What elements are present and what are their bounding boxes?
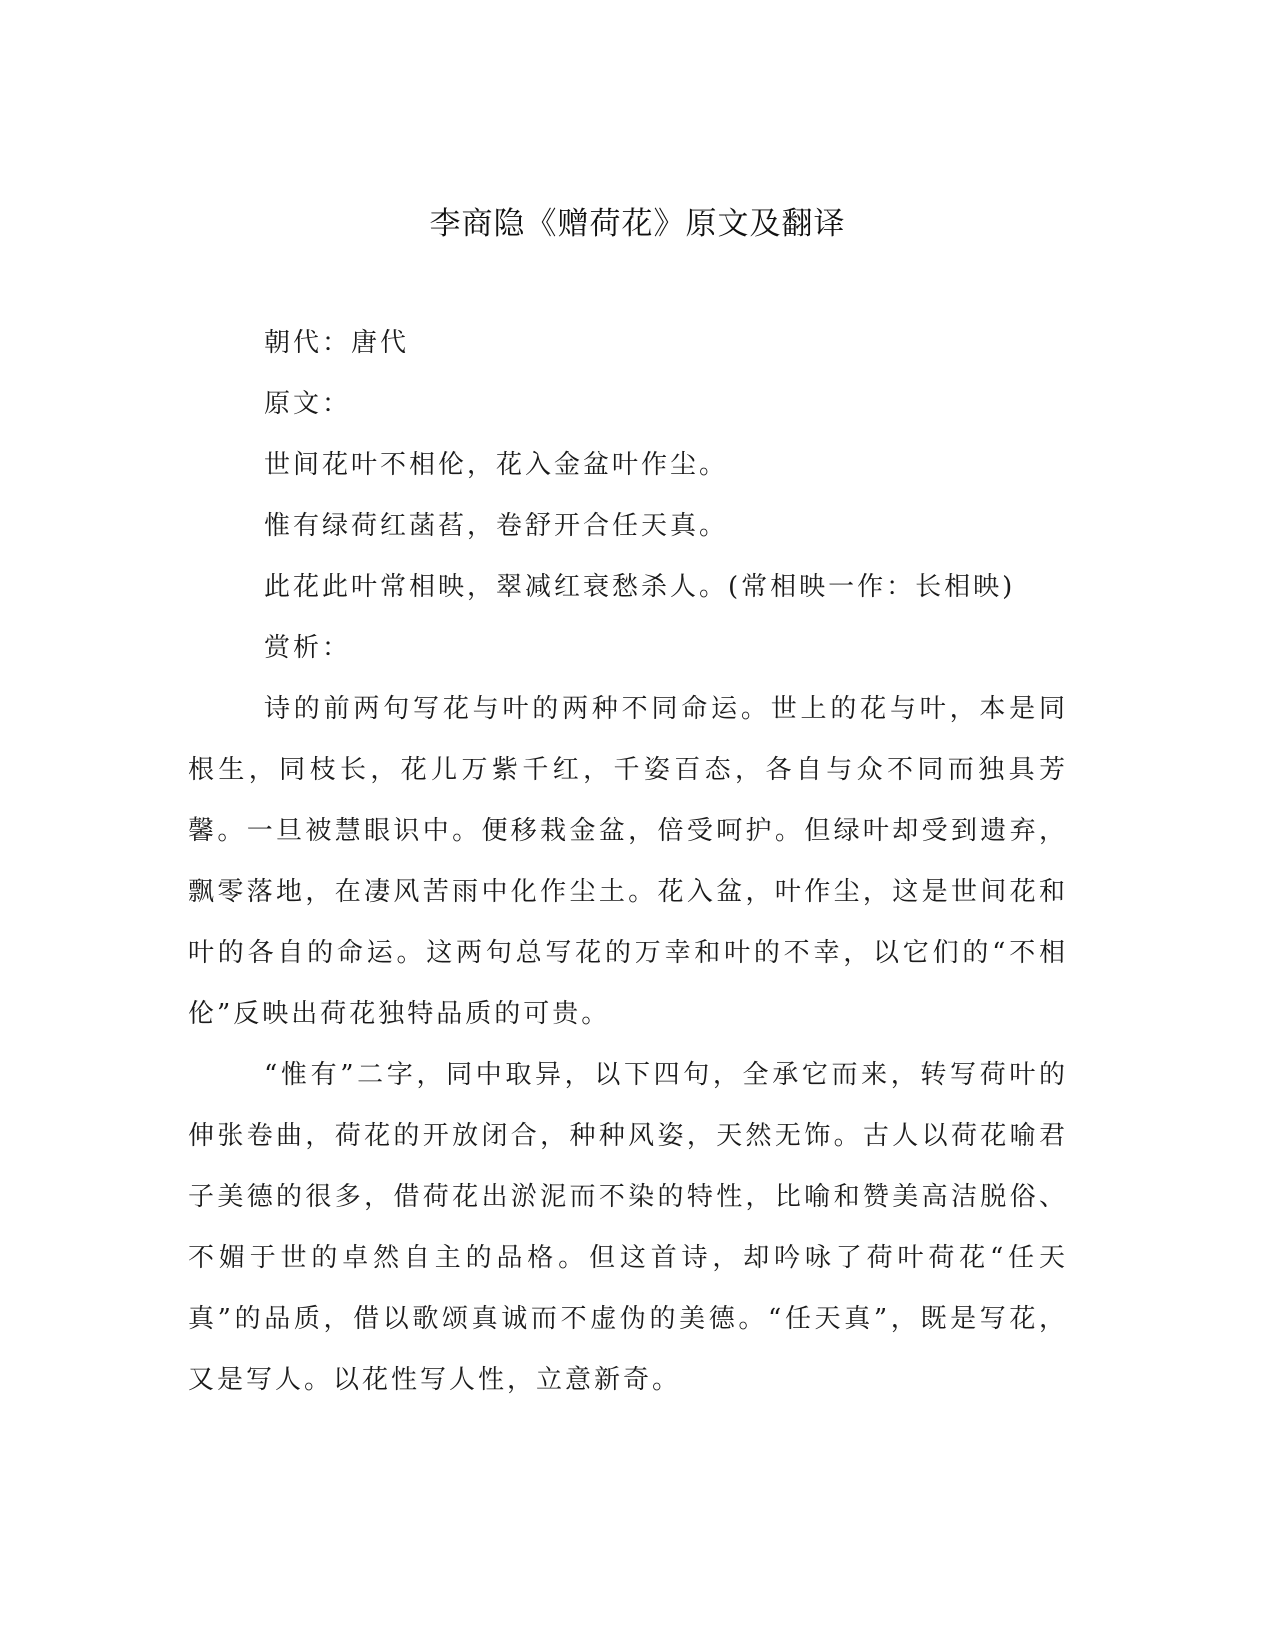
poem-line: 世间花叶不相伦，花入金盆叶作尘。: [264, 450, 729, 480]
appreciation-label: 赏析：: [264, 633, 352, 663]
poem-line: 惟有绿荷红菡萏，卷舒开合任天真。: [264, 511, 729, 541]
original-label: 原文：: [264, 389, 352, 419]
document-title: 李商隐《赠荷花》原文及翻译: [429, 206, 846, 242]
appreciation-paragraph: 诗的前两句写花与叶的两种不同命运。世上的花与叶，本是同根生，同枝长，花儿万紫千红，千姿百态，各自与众不同而独具芳馨。一旦被慧眼识中。便移栽金盆，倍受呵护。但绿叶却受到遗弃，飘零落地，在凄风苦雨中化作尘土。花入盆，叶作尘，这是世间花和叶的各自的命运。这两句总写花的万幸和叶的不幸，以它们的“不相伦”反映出荷花独特品质的可贵。: [188, 694, 1068, 1029]
poem-line: 此花此叶常相映，翠减红衰愁杀人。(常相映一作：长相映): [264, 572, 1016, 602]
appreciation-paragraph: “惟有”二字，同中取异，以下四句，全承它而来，转写荷叶的伸张卷曲，荷花的开放闭合，种种风姿，天然无饰。古人以荷花喻君子美德的很多，借荷花出淤泥而不染的特性，比喻和赞美高洁脱俗、不媚于世的卓然自主的品格。但这首诗，却吟咏了荷叶荷花“任天真”的品质，借以歌颂真诚而不虚伪的美德。“任天真”，既是写花，又是写人。以花性写人性，立意新奇。: [188, 1060, 1068, 1395]
dynasty-line: 朝代：唐代: [264, 328, 410, 358]
document-body: [188, 313, 1068, 1411]
